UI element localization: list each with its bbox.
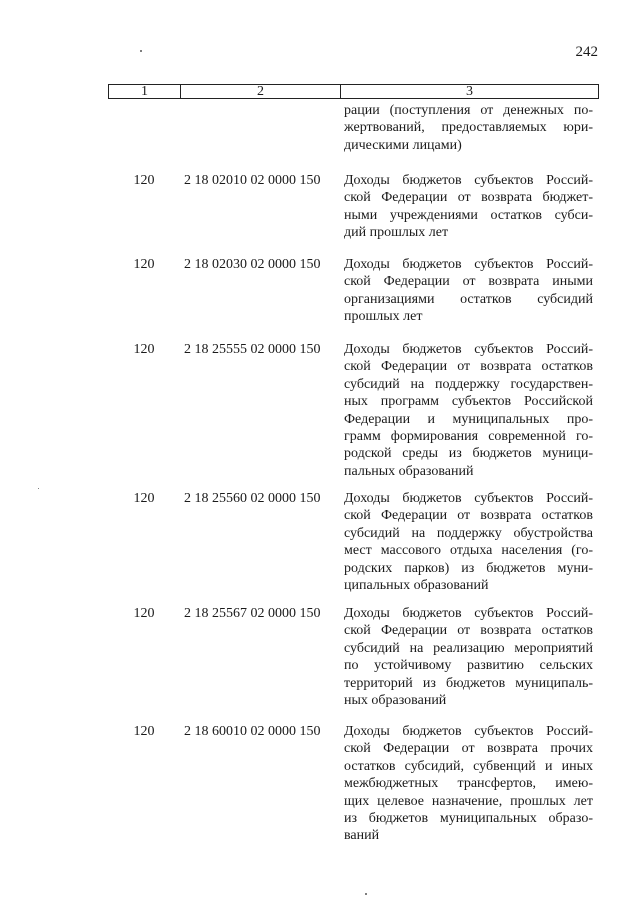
description-line: ской Федерации от возврата остатков — [344, 359, 593, 375]
page-number: 242 — [575, 44, 598, 60]
code-cell: 120 — [133, 606, 155, 621]
description-line: по устойчивому развитию сельских — [344, 658, 593, 674]
kbk-cell: 2 18 02010 02 0000 150 — [184, 173, 321, 188]
kbk-cell: 2 18 25555 02 0000 150 — [184, 342, 321, 357]
scan-speck — [38, 488, 39, 489]
description-cell — [344, 341, 593, 480]
description-line: ных программ субъектов Российской — [344, 394, 593, 410]
description-line: щих целевое назначение, прошлых лет — [344, 793, 593, 809]
description-cell — [344, 605, 593, 709]
description-line: ской Федерации от возврата бюджет- — [344, 190, 593, 206]
description-line: межбюджетных трансфертов, имею- — [344, 776, 593, 792]
description-line: ской Федерации от возврата остатков — [344, 623, 593, 639]
description-line: ными учреждениями остатков субси- — [344, 207, 593, 223]
description-cell — [344, 723, 593, 845]
description-line: прошлых лет — [344, 309, 423, 325]
description-line: жертвований, предоставляемых юри- — [344, 120, 593, 136]
kbk-cell: 2 18 25560 02 0000 150 — [184, 491, 321, 506]
description-line: мест массового отдыха населения (го- — [344, 543, 593, 559]
description-line: субсидий на поддержку обустройства — [344, 525, 593, 541]
description-line: ципальных образований — [344, 577, 489, 593]
description-line: Доходы бюджетов субъектов Россий- — [344, 173, 593, 188]
scan-speck — [365, 893, 367, 895]
scan-speck — [140, 50, 142, 52]
description-line: грамм формирования современной го- — [344, 428, 593, 444]
description-line: Доходы бюджетов субъектов Россий- — [344, 606, 593, 621]
description-line: организациями остатков субсидий — [344, 291, 593, 307]
description-cell — [344, 102, 593, 154]
description-line: территорий из бюджетов муниципаль- — [344, 675, 593, 691]
description-line: пальных образований — [344, 463, 474, 479]
code-cell: 120 — [133, 342, 155, 357]
code-cell: 120 — [133, 724, 155, 739]
description-cell — [344, 172, 593, 242]
description-cell — [344, 490, 593, 594]
description-cell — [344, 256, 593, 326]
table-header-cell-2: 2 — [181, 85, 341, 98]
description-line: родской среды из бюджетов муници- — [344, 446, 593, 462]
description-line: дическими лицами) — [344, 137, 462, 153]
table-header-cell-3: 3 — [466, 84, 473, 99]
table-header-cell-1: 1 — [109, 85, 181, 98]
description-line: рации (поступления от денежных по- — [344, 103, 593, 118]
kbk-cell: 2 18 25567 02 0000 150 — [184, 606, 321, 621]
description-line: Доходы бюджетов субъектов Россий- — [344, 491, 593, 506]
description-line: дий прошлых лет — [344, 225, 449, 241]
kbk-cell: 2 18 02030 02 0000 150 — [184, 257, 321, 272]
table-header-row — [108, 84, 599, 99]
description-line: ской Федерации от возврата прочих — [344, 741, 593, 757]
kbk-cell: 2 18 60010 02 0000 150 — [184, 724, 321, 739]
description-line: остатков субсидий, субвенций и иных — [344, 758, 593, 774]
description-line: ных образований — [344, 692, 447, 708]
description-line: Доходы бюджетов субъектов Россий- — [344, 257, 593, 272]
code-cell: 120 — [133, 173, 155, 188]
description-line: из бюджетов муниципальных образо- — [344, 810, 593, 826]
description-line: ваний — [344, 828, 380, 844]
description-line: субсидий на поддержку государствен- — [344, 376, 593, 392]
description-line: Доходы бюджетов субъектов Россий- — [344, 342, 593, 357]
description-line: ской Федерации от возврата остатков — [344, 508, 593, 524]
description-line: ской Федерации от возврата иными — [344, 274, 593, 290]
description-line: субсидий на реализацию мероприятий — [344, 640, 593, 656]
code-cell: 120 — [133, 257, 155, 272]
description-line: Федерации и муниципальных про- — [344, 411, 593, 427]
description-line: Доходы бюджетов субъектов Россий- — [344, 724, 593, 739]
code-cell: 120 — [133, 491, 155, 506]
description-line: родских парков) из бюджетов муни- — [344, 560, 593, 576]
